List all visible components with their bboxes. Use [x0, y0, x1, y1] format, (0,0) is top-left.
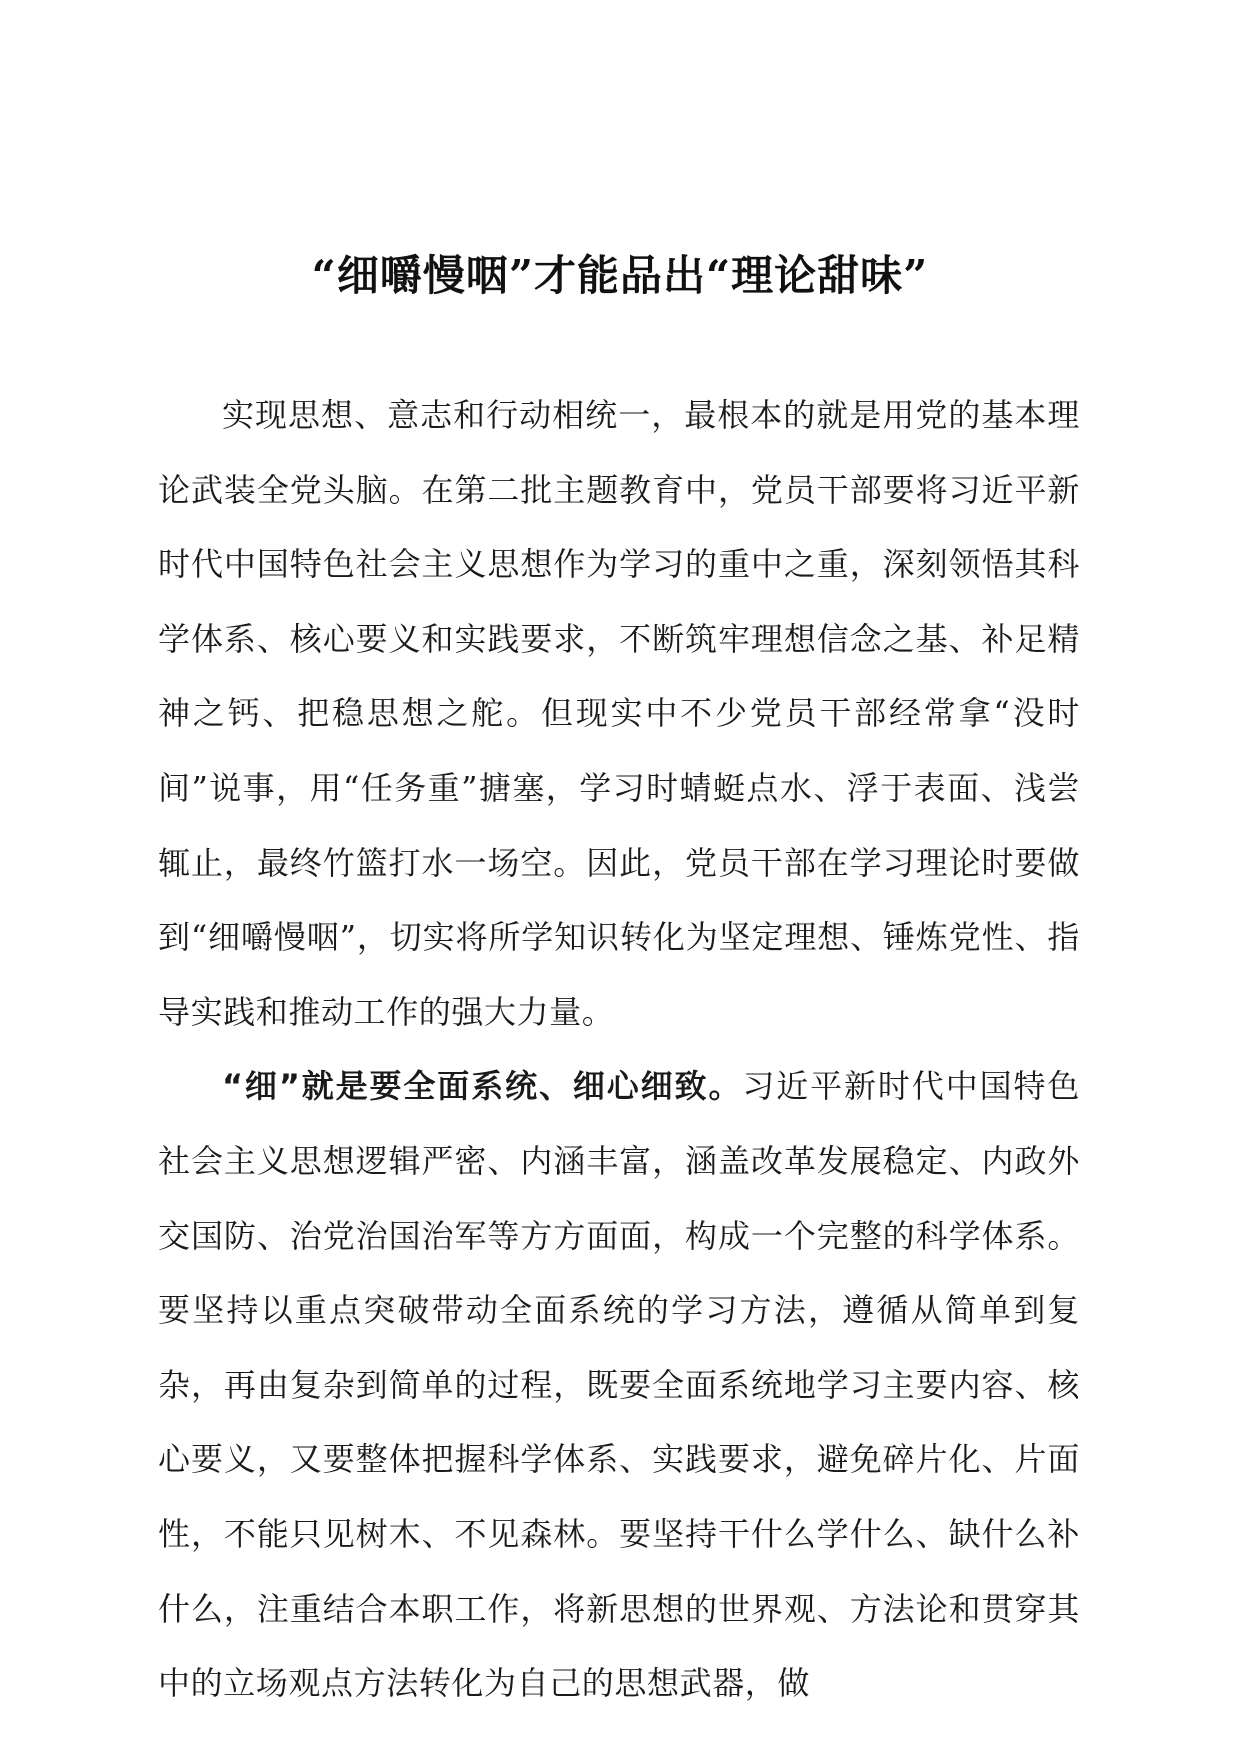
- paragraph-2-lead: “细”就是要全面系统、细心细致。: [222, 1067, 743, 1106]
- document-body: [158, 378, 1080, 1721]
- paragraph-2-text: 习近平新时代中国特色社会主义思想逻辑严密、内涵丰富，涵盖改革发展稳定、内政外交国防、治党治国治军等方方面面，构成一个完整的科学体系。要坚持以重点突破带动全面系统的学习方法，遵循从简单到复杂，再由复杂到简单的过程，既要全面系统地学习主要内容、核心要义，又要整体把握科学体系、实践要求，避免碎片化、片面性，不能只见树木、不见森林。要坚持干什么学什么、缺什么补什么，注重结合本职工作，将新思想的世界观、方法论和贯穿其中的立场观点方法转化为自己的思想武器，做: [158, 1067, 1080, 1703]
- paragraph-1-text: 实现思想、意志和行动相统一，最根本的就是用党的基本理论武装全党头脑。在第二批主题教育中，党员干部要将习近平新时代中国特色社会主义思想作为学习的重中之重，深刻领悟其科学体系、核心要义和实践要求，不断筑牢理想信念之基、补足精神之钙、把稳思想之舵。但现实中不少党员干部经常拿“没时间”说事，用“任务重”搪塞，学习时蜻蜓点水、浮于表面、浅尝辄止，最终竹篮打水一场空。因此，党员干部在学习理论时要做到“细嚼慢咽”，切实将所学知识转化为坚定理想、锤炼党性、指导实践和推动工作的强大力量。: [158, 396, 1080, 1031]
- document-title: “细嚼慢咽”才能品出“理论甜味”: [311, 251, 929, 300]
- paragraph-2: [158, 1049, 1080, 1720]
- paragraph-1: [158, 378, 1080, 1049]
